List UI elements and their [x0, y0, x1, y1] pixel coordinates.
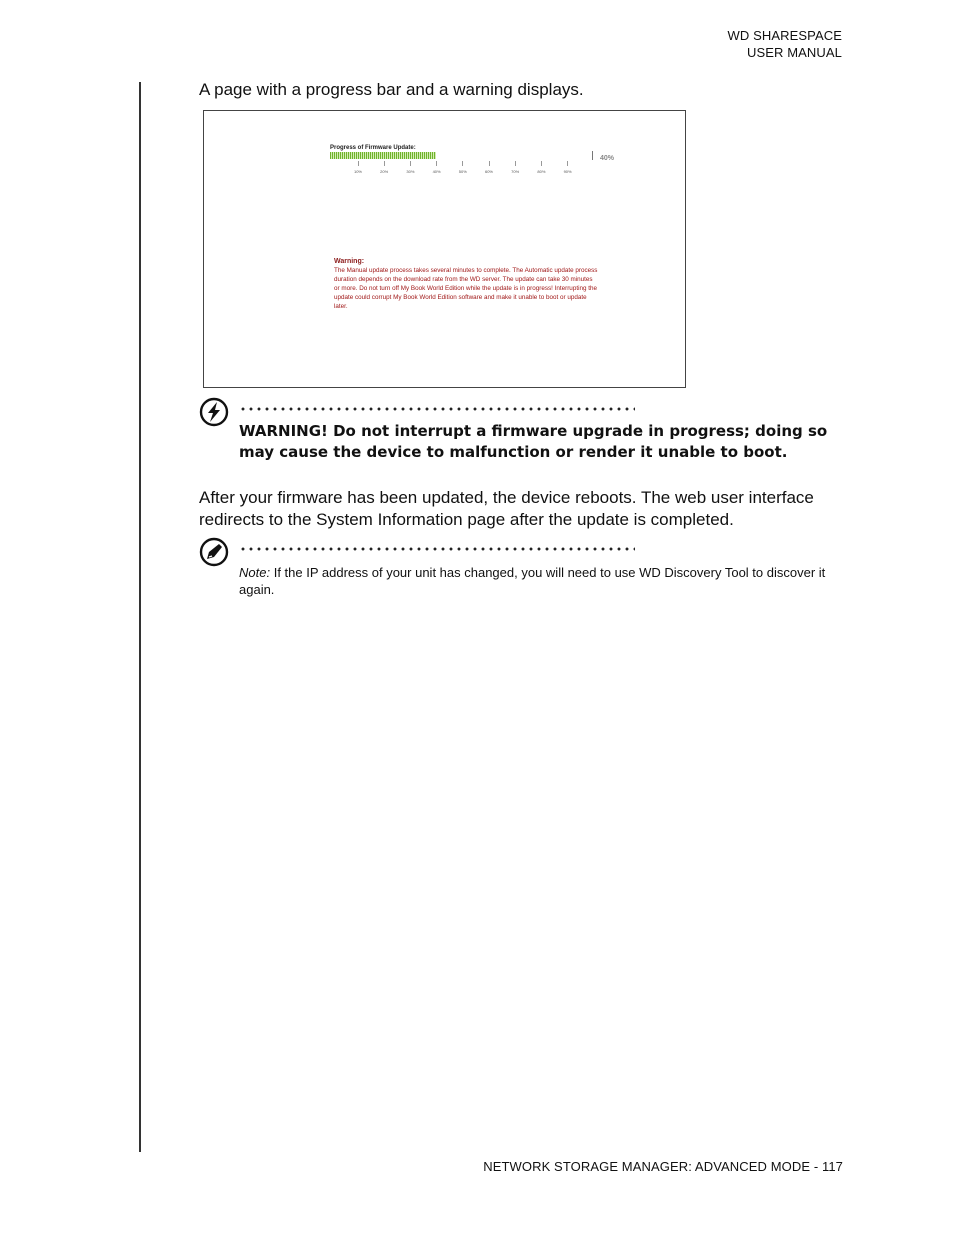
lightning-warning-icon	[199, 397, 229, 427]
intro-paragraph: A page with a progress bar and a warning displays.	[199, 80, 584, 99]
warning-text: WARNING! Do not interrupt a firmware upgrade in progress; doing so may cause the device to malfunction or render it unable to boot.	[239, 422, 828, 461]
progress-label: Progress of Firmware Update:	[330, 145, 416, 151]
progress-ticks	[204, 161, 685, 181]
progress-tick: 60%	[479, 161, 499, 174]
header-manual: USER MANUAL	[746, 45, 842, 60]
page-footer: NETWORK STORAGE MANAGER: ADVANCED MODE - 117	[483, 1159, 843, 1174]
progress-tick: 90%	[558, 161, 578, 174]
progress-tick: 40%	[427, 161, 447, 174]
margin-rule	[139, 82, 141, 1152]
body-paragraph: After your firmware has been updated, the device reboots. The web user interface redirects to the System Information page after the update is completed.	[199, 488, 814, 529]
progress-tick: 20%	[374, 161, 394, 174]
document-header	[728, 27, 842, 61]
note-text	[239, 564, 839, 598]
header-product: WD SHARESPACE	[727, 28, 842, 43]
firmware-update-screenshot	[203, 110, 686, 388]
note-body: If the IP address of your unit has changed, you will need to use WD Discovery Tool to discover it again.	[239, 565, 826, 597]
progress-tick: 30%	[400, 161, 420, 174]
pencil-note-icon	[199, 537, 229, 567]
progress-bar-end	[592, 151, 593, 160]
progress-tick: 80%	[531, 161, 551, 174]
note-label: Note:	[239, 565, 271, 580]
screenshot-warning-title: Warning:	[334, 258, 365, 265]
screenshot-warning-body: The Manual update process takes several minutes to complete. The Automatic update process duration depends on the download rate from the WD server. The update can take 30 minutes or more. Do not turn off My Book World Edition while the update is in progress! Interrupting the update could corrupt My Book World Edition software and make it unable to boot or update later.	[334, 267, 598, 310]
progress-tick: 70%	[505, 161, 525, 174]
progress-percent: 40%	[600, 155, 615, 162]
warning-divider	[239, 407, 635, 411]
progress-tick: 10%	[348, 161, 368, 174]
progress-tick: 50%	[453, 161, 473, 174]
progress-bar-fill	[330, 152, 436, 159]
note-divider	[239, 547, 635, 551]
